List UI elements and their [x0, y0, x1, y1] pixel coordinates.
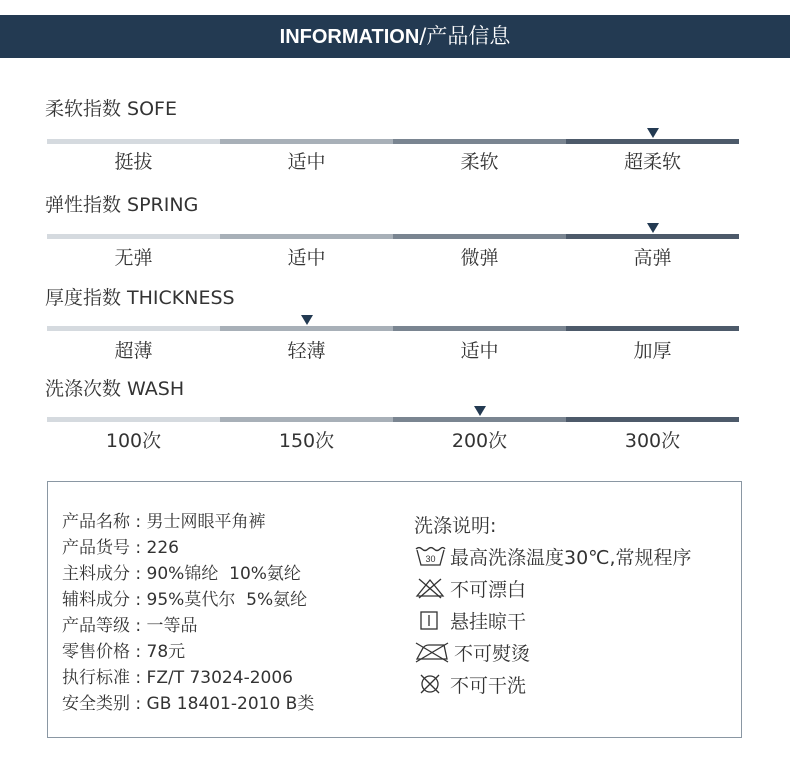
- spec-label: 安全类别: [62, 694, 130, 714]
- care-item: [414, 668, 692, 700]
- thickness-bar: [47, 326, 739, 331]
- spec-separator: :: [130, 616, 147, 636]
- care-text: 悬挂晾干: [450, 610, 527, 633]
- elasticity-option: 适中: [287, 247, 326, 269]
- wash-30-icon: [414, 545, 446, 567]
- spec-label: 产品货号: [62, 538, 130, 558]
- thickness-option: 轻薄: [287, 340, 326, 362]
- wash-30-icon-text: 30: [425, 554, 436, 564]
- spec-separator: :: [130, 694, 147, 714]
- spec-separator: :: [130, 590, 147, 610]
- header-title-cn: /产品信息: [419, 24, 511, 48]
- bar-segment: [393, 326, 566, 331]
- spec-row: [62, 639, 314, 665]
- bar-segment: [220, 139, 393, 144]
- spec-label: 零售价格: [62, 642, 130, 662]
- bar-segment: [566, 417, 739, 422]
- bar-segment: [47, 234, 220, 239]
- bar-segment: [47, 326, 220, 331]
- spec-list: [62, 509, 314, 717]
- care-item: [414, 572, 692, 604]
- elasticity-option: 微弹: [460, 247, 499, 269]
- thickness-marker: [301, 315, 313, 325]
- spec-value: GB 18401-2010 B类: [146, 694, 315, 714]
- header-title-en: INFORMATION: [279, 26, 420, 48]
- wash-option: 150次: [278, 430, 335, 452]
- bar-segment: [393, 234, 566, 239]
- no-bleach-icon: [414, 577, 446, 599]
- spec-value: FZ/T 73024-2006: [146, 668, 293, 688]
- wash-option: 200次: [451, 430, 508, 452]
- care-text: 不可干洗: [450, 674, 527, 697]
- spec-value: 90%锦纶 10%氨纶: [146, 564, 301, 584]
- elasticity-option: 无弹: [114, 247, 153, 269]
- wash-option: 300次: [624, 430, 681, 452]
- wash-scale-title: 洗涤次数 WASH: [45, 378, 185, 400]
- spec-value: 78元: [146, 642, 186, 662]
- elasticity-labels: [47, 243, 739, 270]
- spec-row: [62, 561, 314, 587]
- softness-option: 适中: [287, 151, 326, 173]
- care-item: [414, 604, 692, 636]
- thickness-option: 适中: [460, 340, 499, 362]
- care-item: [414, 636, 692, 668]
- no-dry-clean-icon: [414, 673, 446, 695]
- bar-segment: [566, 326, 739, 331]
- header-title: [0, 15, 790, 58]
- spec-row: [62, 509, 314, 535]
- care-list: [414, 540, 692, 700]
- spec-label: 产品等级: [62, 616, 130, 636]
- softness-option: 柔软: [460, 151, 499, 173]
- care-text: 不可熨烫: [454, 642, 531, 665]
- elasticity-option: 高弹: [633, 247, 672, 269]
- thickness-option: 超薄: [114, 340, 153, 362]
- care-text: 不可漂白: [450, 578, 527, 601]
- hang-dry-icon: [414, 609, 446, 631]
- spec-label: 主料成分: [62, 564, 130, 584]
- spec-row: [62, 535, 314, 561]
- spec-label: 产品名称: [62, 512, 130, 532]
- softness-marker: [647, 128, 659, 138]
- bar-segment: [220, 326, 393, 331]
- spec-separator: :: [130, 538, 147, 558]
- wash-bar: [47, 417, 739, 422]
- thickness-option: 加厚: [633, 340, 672, 362]
- spec-row: [62, 587, 314, 613]
- elasticity-scale-title: 弹性指数 SPRING: [45, 194, 199, 216]
- spec-separator: :: [130, 642, 147, 662]
- bar-segment: [220, 417, 393, 422]
- softness-option: 超柔软: [623, 151, 681, 173]
- care-item: [414, 540, 692, 572]
- spec-label: 辅料成分: [62, 590, 130, 610]
- header-banner: [0, 15, 790, 58]
- no-iron-icon: [414, 641, 450, 663]
- bar-segment: [566, 234, 739, 239]
- care-title: 洗涤说明:: [414, 515, 497, 537]
- spec-row: [62, 691, 314, 717]
- spec-value: 一等品: [146, 616, 198, 636]
- wash-option: 100次: [105, 430, 162, 452]
- elasticity-marker: [647, 223, 659, 233]
- spec-value: 95%莫代尔 5%氨纶: [146, 590, 308, 610]
- bar-segment: [47, 139, 220, 144]
- spec-value: 226: [146, 538, 179, 558]
- spec-separator: :: [130, 512, 147, 532]
- bar-segment: [566, 139, 739, 144]
- bar-segment: [220, 234, 393, 239]
- bar-segment: [393, 139, 566, 144]
- spec-value: 男士网眼平角裤: [146, 512, 266, 532]
- bar-segment: [47, 417, 220, 422]
- spec-separator: :: [130, 668, 147, 688]
- wash-labels: [47, 426, 739, 453]
- elasticity-bar: [47, 234, 739, 239]
- softness-bar: [47, 139, 739, 144]
- softness-scale-title: 柔软指数 SOFE: [45, 98, 177, 120]
- spec-row: [62, 665, 314, 691]
- softness-labels: [47, 147, 739, 174]
- thickness-scale-title: 厚度指数 THICKNESS: [45, 287, 235, 309]
- care-text: 最高洗涤温度30℃,常规程序: [450, 546, 692, 569]
- spec-separator: :: [130, 564, 147, 584]
- bar-segment: [393, 417, 566, 422]
- spec-row: [62, 613, 314, 639]
- thickness-labels: [47, 336, 739, 363]
- spec-label: 执行标准: [62, 668, 130, 688]
- wash-marker: [474, 406, 486, 416]
- product-info-box: [47, 481, 742, 738]
- softness-option: 挺拔: [114, 151, 153, 173]
